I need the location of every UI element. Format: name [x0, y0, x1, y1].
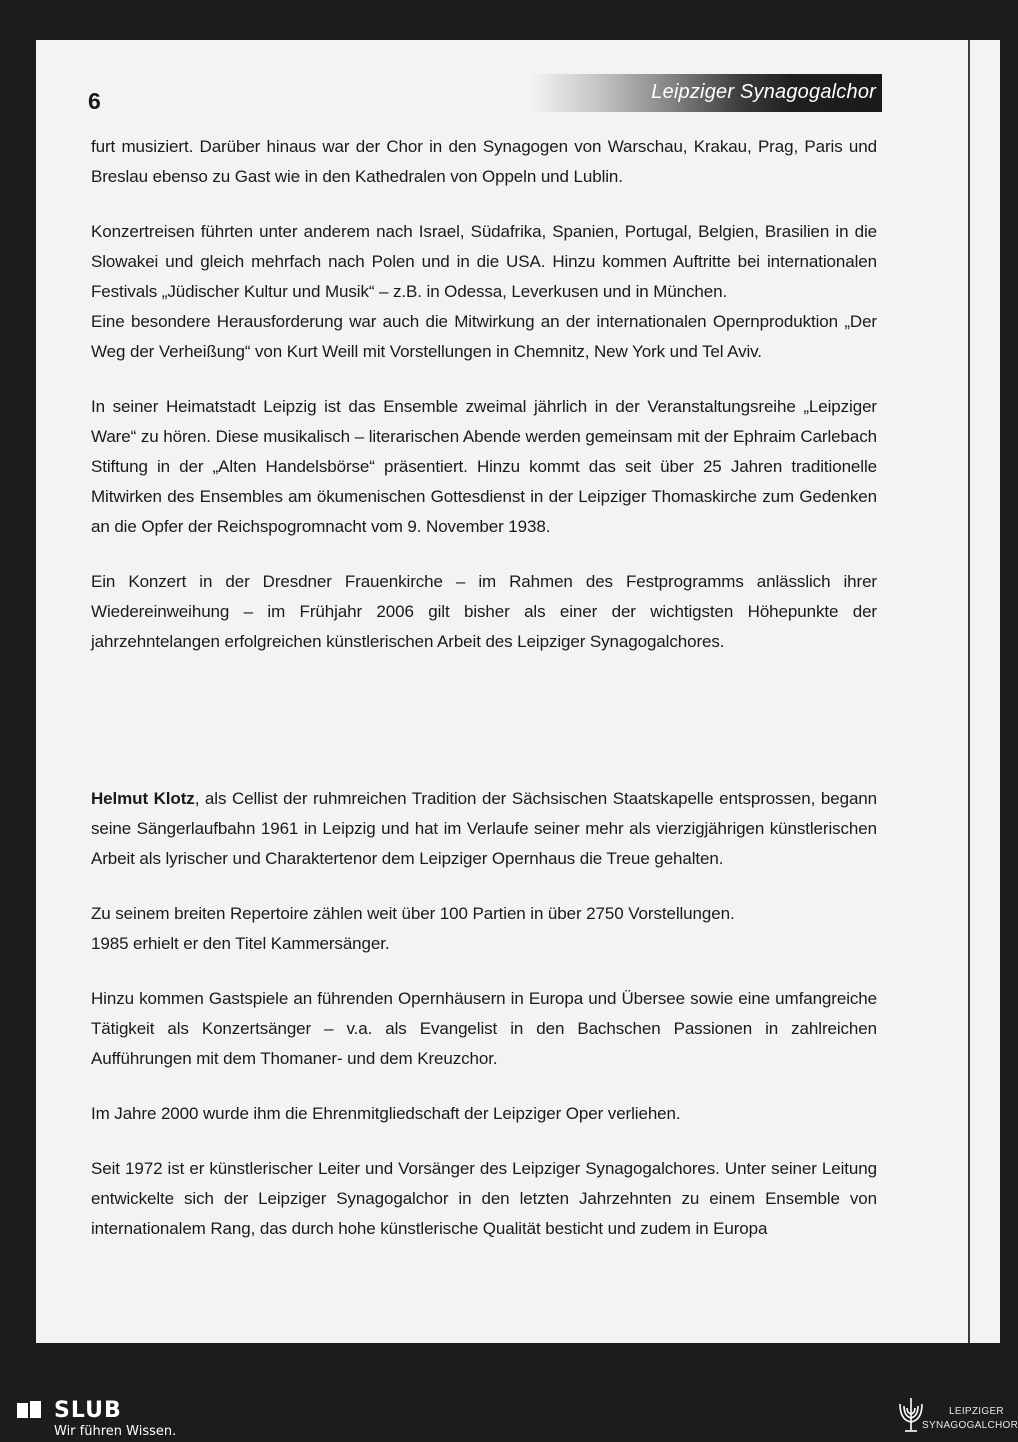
viewer-footer — [0, 1392, 1018, 1442]
paragraph-leadership: Seit 1972 ist er künstlerischer Leiter und Vorsänger des Leipziger Synagogalchores. Unter seiner Leitung entwickelte sich der Leipziger Synagogalchor in den letzten Jahrzehnten zu einem Ensemble von internationalem Rang, das durch hohe künstlerische Qualität besticht und zudem in Europa — [91, 1159, 877, 1238]
slub-logo-text[interactable]: SLUB — [54, 1398, 122, 1423]
paragraph-repertoire: Zu seinem breiten Repertoire zählen weit über 100 Partien in über 2750 Vorstellungen. — [91, 904, 735, 923]
slub-tagline: Wir führen Wissen. — [54, 1424, 177, 1439]
choir-logo-line1: LEIPZIGER — [949, 1406, 1004, 1417]
paragraph-bio-intro — [91, 784, 877, 874]
header-title: Leipziger Synagogalchor — [651, 81, 876, 103]
choir-logo-line2: SYNAGOGALCHOR — [922, 1420, 1018, 1431]
paragraph-opera-production: Eine besondere Herausforderung war auch die Mitwirkung an der internationalen Opernproduktion „Der Weg der Verheißung“ von Kurt Weill mit Vorstellungen in Chemnitz, New York und Tel Aviv. — [91, 312, 877, 361]
paragraph-synagogues: furt musiziert. Darüber hinaus war der Chor in den Synagogen von Warschau, Krakau, Prag, Paris und Breslau ebenso zu Gast wie in den Kathedralen von Oppeln und Lublin. — [91, 137, 877, 186]
paragraph-kammersaenger: 1985 erhielt er den Titel Kammersänger. — [91, 934, 390, 953]
paragraph-honorary-member: Im Jahre 2000 wurde ihm die Ehrenmitgliedschaft der Leipziger Oper verliehen. — [91, 1104, 681, 1123]
paragraph-guest-performances: Hinzu kommen Gastspiele an führenden Opernhäusern in Europa und Übersee sowie eine umfangreiche Tätigkeit als Konzertsänger – v.a. als Evangelist in den Bachschen Passionen in zahlreichen Aufführungen mit dem Thomaner- und dem Kreuzchor. — [91, 989, 877, 1068]
body-text-top — [91, 132, 877, 682]
body-text-biography — [91, 784, 877, 1269]
page-number: 6 — [88, 88, 101, 114]
document-page — [36, 40, 1000, 1343]
header-banner — [531, 74, 882, 112]
slub-book-icon — [16, 1400, 42, 1420]
paragraph-frauenkirche: Ein Konzert in der Dresdner Frauenkirche – im Rahmen des Festprogramms anlässlich ihrer Wiedereinweihung – im Frühjahr 2006 gilt bisher als einer der wichtigsten Höhepunkte der jahrzehntelangen erfolgreichen künstlerischen Arbeit des Leipziger Synagogalchores. — [91, 572, 877, 651]
page-fold-line — [968, 40, 970, 1343]
bio-intro-text: , als Cellist der ruhmreichen Tradition der Sächsischen Staatskapelle entsprossen, begann seine Sängerlaufbahn 1961 in Leipzig und hat im Verlaufe seiner mehr als vierzigjährigen künstlerischen Arbeit als lyrischer und Charaktertenor dem Leipziger Opernhaus die Treue gehalten. — [91, 789, 878, 868]
bio-name: Helmut Klotz — [91, 789, 195, 808]
paragraph-hometown: In seiner Heimatstadt Leipzig ist das Ensemble zweimal jährlich in der Veranstaltungsreihe „Leipziger Ware“ zu hören. Diese musikalisch – literarischen Abende werden gemeinsam mit der Ephraim Carlebach Stiftung in der „Alten Handelsbörse“ präsentiert. Hinzu kommt das seit über 25 Jahren traditionelle Mitwirken des Ensembles am ökumenischen Gottesdienst in der Leipziger Thomaskirche zum Gedenken an die Opfer der Reichspogromnacht vom 9. November 1938. — [91, 397, 877, 536]
paragraph-concert-tours: Konzertreisen führten unter anderem nach Israel, Südafrika, Spanien, Portugal, Belgien, Brasilien in die Slowakei und gleich mehrfach nach Polen und in die USA. Hinzu kommen Auftritte bei internationalen Festivals „Jüdischer Kultur und Musik“ – z.B. in Odessa, Leverkusen und in München. — [91, 222, 877, 301]
